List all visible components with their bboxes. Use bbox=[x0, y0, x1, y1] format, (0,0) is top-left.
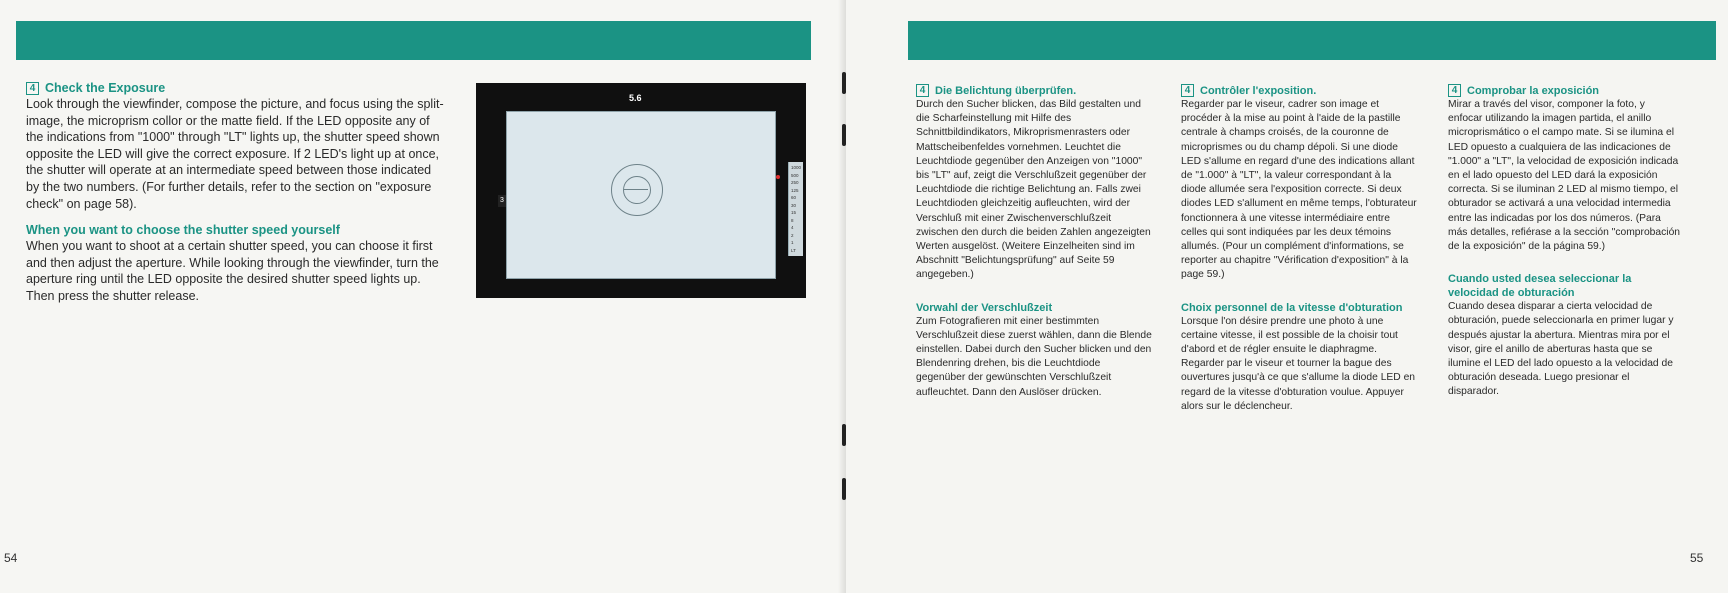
spanish-paragraph-2: Cuando desea disparar a cierta velocidad de obturación, puede seleccionarla en primer lugar y después ajustar la abertura. Mientras mira por el visor, gire el anillo de aberturas hasta que se ilumine el LED del lado opuesto a la velocidad de obturación deseada. Luego presionar el disparador. bbox=[1448, 301, 1674, 398]
english-paragraph-2: When you want to shoot at a certain shutter speed, you can choose it first and then adjust the aperture. While looking through the viewfinder, turn the aperture ring until the LED opposite the desired shutter speed lights up. Then press the shutter release. bbox=[26, 239, 439, 303]
viewfinder-marker: 3 bbox=[498, 195, 506, 207]
spanish-heading: 4 Comprobar la exposición bbox=[1448, 84, 1682, 98]
split-line bbox=[624, 189, 648, 190]
step-number-box: 4 bbox=[1181, 84, 1194, 97]
spanish-subheading: Cuando usted desea seleccionar la velocidad de obturación bbox=[1448, 273, 1632, 300]
german-subheading: Vorwahl der Verschlußzeit bbox=[916, 301, 1053, 314]
english-paragraph-1: Look through the viewfinder, compose the picture, and focus using the split-image, the microprism collor or the matte field. If the LED opposite any of the indications from "1000" through "LT" lights up, the shutter speed shown opposite the LED will give the correct exposure. If 2 LED's light up at once, the shutter will operate at an intermediate speed between those indicated by the two numbers. (For further details, refer to the section on "exposure check" on page 58). bbox=[26, 97, 444, 211]
german-paragraph-2: Zum Fotografieren mit einer bestimmten Verschlußzeit diese zuerst wählen, dann die Blende einstellen. Dabei durch den Sucher blicken und den Blendenring drehen, bis die Leuchtdiode gegenüber der gewünschten Verschlußzeit aufleuchtet. Dann den Auslöser drücken. bbox=[916, 315, 1152, 398]
french-paragraph-1: Regarder par le viseur, cadrer son image et procéder à la mise au point à l'aide de la pastille centrale à champs croisés, de la couronne de microprismes ou du champ dépoli. Si une diode LED s'allume en regard d'une des indications allant de "1.000" à "LT", la valeur correspondant à la diode allumée sera l'exposition correcte. Si deux diodes LED s'allument en même temps, l'obturateur fonctionnera à une vitesse intermédiaire entre celles qui sont indiquées par les deux témoins allumés. (Pour un complément d'informations, se reporter au chapitre "Vérification d'exposition" à la page 59.) bbox=[1181, 99, 1417, 281]
shutter-speed-scale bbox=[788, 162, 803, 256]
english-heading: 4 Check the Exposure bbox=[26, 80, 446, 96]
header-band bbox=[16, 21, 811, 60]
step-number-box: 4 bbox=[1448, 84, 1461, 97]
page-number-right: 55 bbox=[1690, 551, 1704, 565]
spanish-paragraph-1: Mirar a través del visor, componer la foto, y enfocar utilizando la imagen partida, el anillo microprismático o el campo mate. Si se ilumina el LED opuesto a cualquiera de las indicaciones de "1.000" a "LT", la velocidad de exposición indicada en el lado opuesto del LED dará la exposición correcta. Si se iluminan 2 LED al mismo tiempo, el obturador se activará a una velocidad intermedia entre las indicadas por los dos números. (Para más detalles, refiérase a la sección "comprobación de la exposición" de la página 59.) bbox=[1448, 99, 1681, 253]
scale-mark: 60 bbox=[791, 195, 797, 200]
split-image-circle bbox=[623, 176, 651, 204]
french-paragraph-2: Lorsque l'on désire prendre une photo à une certaine vitesse, il est possible de la choisir tout d'abord et de régler ensuite le diaphragme. Regarder par le viseur et tourner la bague des ouvertures jusqu'à ce que s'allume la diode LED en regard de la vitesse d'obturation voulue. Appuyer alors sur le déclencheur. bbox=[1181, 315, 1416, 412]
led-indicator-icon bbox=[776, 175, 780, 179]
scale-mark: 500 bbox=[791, 172, 799, 178]
german-column bbox=[916, 84, 1152, 400]
left-page bbox=[0, 0, 846, 593]
french-heading: 4 Contrôler l'exposition. bbox=[1181, 84, 1417, 98]
german-paragraph-1: Durch den Sucher blicken, das Bild gestalten und die Scharfeinstellung mit Hilfe des Schnittbildindikators, Mikroprismenrasters oder Mattscheibenfeldes vornehmen. Leuchtet die Leuchtdiode gegenüber den Anzeigen von "1000" bis "LT" auf, zeigt die Verschlußzeit gegenüber der Leuchtdiode die richtige Belichtung an. Falls zwei Leuchtdioden gleichzeitig aufleuchten, wird der Verschluß mit einer Zwischenverschlußzeit zwischen den durch die beiden Zahlen angezeigten Werten ausgelöst. (Weitere Einzelheiten sind im Abschnitt "Belichtungsprüfung" auf Seite 59 angegeben.) bbox=[916, 99, 1151, 281]
step-number-box: 4 bbox=[916, 84, 929, 97]
step-number-box: 4 bbox=[26, 82, 39, 95]
scale-mark: 8 bbox=[791, 217, 794, 223]
scale-mark: LT bbox=[791, 247, 796, 253]
aperture-readout: 5.6 bbox=[629, 93, 642, 103]
scale-mark: 1000 bbox=[791, 165, 802, 170]
page-number-left: 54 bbox=[4, 551, 18, 565]
viewfinder-illustration bbox=[476, 83, 806, 298]
scale-mark: 2 bbox=[791, 232, 794, 238]
header-band bbox=[908, 21, 1716, 60]
french-column bbox=[1181, 84, 1417, 414]
scale-mark: 1 bbox=[791, 240, 794, 245]
scale-mark: 4 bbox=[791, 225, 794, 230]
german-heading: 4 Die Belichtung überprüfen. bbox=[916, 84, 1152, 98]
scale-mark: 30 bbox=[791, 202, 797, 208]
english-subheading: When you want to choose the shutter speed yourself bbox=[26, 223, 340, 238]
english-column bbox=[26, 80, 446, 305]
focusing-screen bbox=[506, 111, 802, 279]
scale-mark: 250 bbox=[791, 180, 799, 185]
french-subheading: Choix personnel de la vitesse d'obturation bbox=[1181, 301, 1403, 314]
spanish-column bbox=[1448, 84, 1682, 400]
scale-mark: 125 bbox=[791, 187, 799, 193]
scale-mark: 15 bbox=[791, 210, 797, 215]
